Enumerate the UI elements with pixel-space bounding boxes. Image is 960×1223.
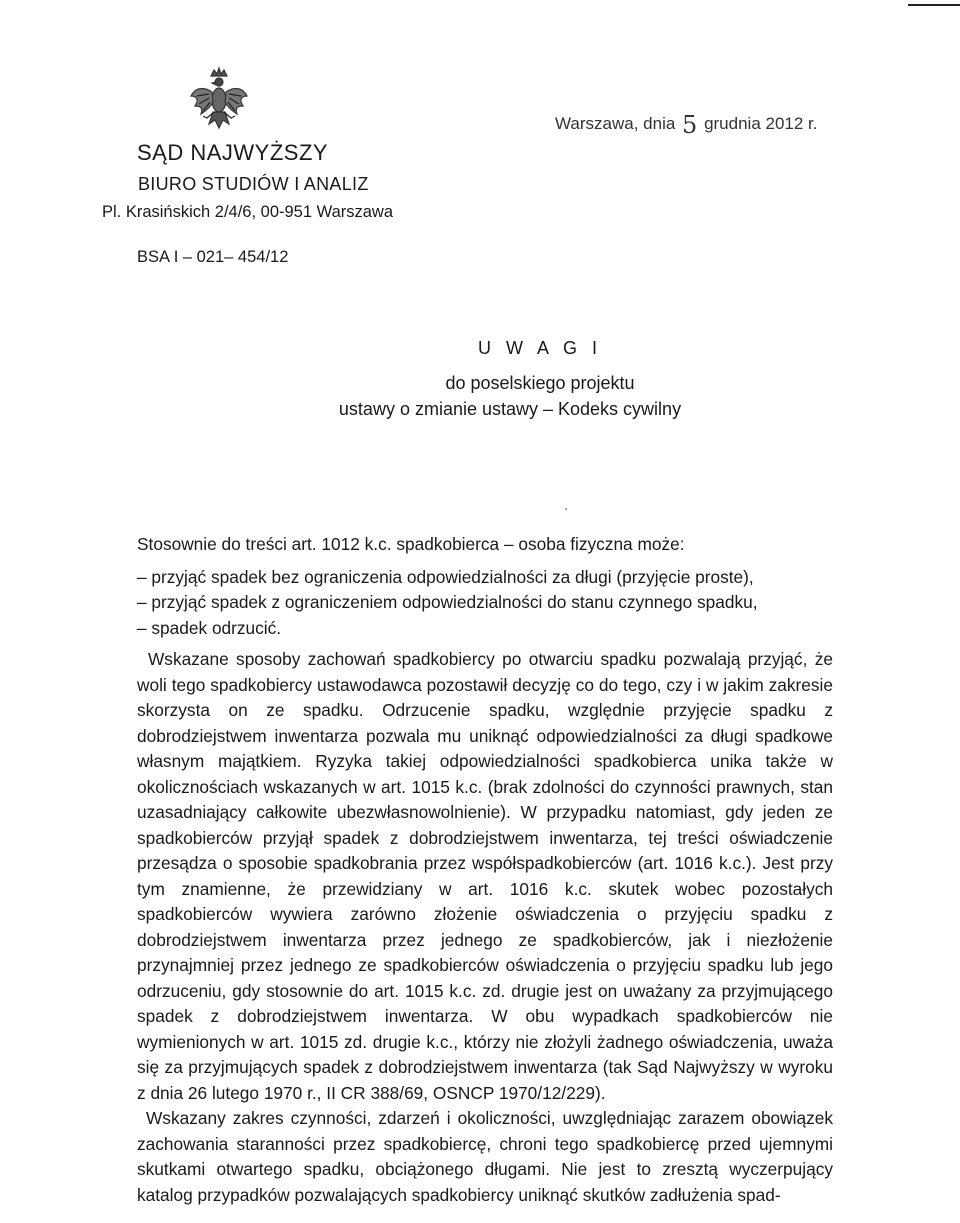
paragraph: Wskazany zakres czynności, zdarzeń i okoliczności, uwzględniając zarazem obowiązek zachowania staranności przez spadkobiercę, chroni tego spadkobiercę przed ujemnymi skutkami otwartego spadku, obciążonego długami. Nie jest to zresztą wyczerpujący katalog przypadków pozwalających spadkobiercy uniknąć skutków zadłużenia spad- (137, 1108, 833, 1205)
document-subtitle-line2: ustawy o zmianie ustawy – Kodeks cywilny (338, 399, 682, 419)
dateline (555, 107, 818, 139)
bullet-item: – przyjąć spadek z ograniczeniem odpowiedzialności do stanu czynnego spadku, (137, 592, 758, 612)
reference-number: BSA I – 021– 454/12 (137, 248, 289, 266)
paragraph: Wskazane sposoby zachowań spadkobiercy po otwarciu spadku pozwalają przyjąć, że woli tego spadkobiercy ustawodawca pozostawił decyzję co do tego, czy i w jakim zakresie skorzysta on ze spadku. Odrzucenie spadku, względnie przyjęcie spadku z dobrodziejstwem inwentarza pozwala mu uniknąć odpowiedzialności za długi spadkowe własnym majątkiem. Ryzyka takiej odpowiedzialności spadkobierca unika także w okolicznościach wskazanych w art. 1015 k.c. (brak zdolności do czynności prawnych, stan uzasadniający całkowite ubezwłasnowolnienie). W przypadku natomiast, gdy jeden ze spadkobierców przyjął spadek z dobrodziejstwem inwentarza, tej treści oświadczenie przesądza o sposobie spadkobrania przez współspadkobierców (art. 1016 k.c.). Jest przy tym znamienne, że przewidziany w art. 1016 k.c. skutek wobec pozostałych spadkobierców wywiera zarówno złożenie oświadczenia o przyjęciu spadku z dobrodziejstwem inwentarza przez jednego ze spadkobierców, jak i niezłożenie przynajmniej przez jednego ze spadkobierców oświadczenia o przyjęciu spadku lub jego odrzuceniu, gdy stosownie do art. 1015 k.c. zd. drugie jest on uważany za przyjmującego spadek z dobrodziejstwem inwentarza. W obu wypadkach spadkobierców nie wymienionych w art. 1015 zd. drugie k.c., którzy nie złożyli żadnego oświadczenia, uważa się za przyjmujących spadek z dobrodziejstwem inwentarza (tak Sąd Najwyższy w wyroku z dnia 26 lutego 1970 r., II CR 388/69, OSNCP 1970/12/229). (137, 649, 833, 1103)
scan-edge-mark (908, 4, 960, 6)
document-body (137, 532, 833, 1208)
dateline-day-handwritten: 5 (682, 111, 698, 139)
document-title-block (0, 336, 960, 422)
dateline-prefix: Warszawa, dnia (555, 114, 676, 133)
bureau-name: BIURO STUDIÓW I ANALIZ (138, 174, 369, 194)
bullet-item: – spadek odrzucić. (137, 617, 282, 638)
court-address: Pl. Krasińskich 2/4/6, 00-951 Warszawa (102, 203, 394, 221)
document-subtitle-line1: do poselskiego projektu (445, 373, 635, 393)
bullet-item: – przyjąć spadek bez ograniczenia odpowiedzialności za długi (przyjęcie proste), (137, 566, 754, 587)
scan-speck (565, 508, 567, 510)
polish-eagle-emblem-icon (187, 66, 251, 138)
dateline-suffix: grudnia 2012 r. (704, 114, 818, 133)
intro-sentence: Stosownie do treści art. 1012 k.c. spadkobierca – osoba fizyczna może: (137, 534, 685, 554)
document-heading: U W A G I (477, 338, 602, 358)
court-name: SĄD NAJWYŻSZY (137, 140, 329, 165)
